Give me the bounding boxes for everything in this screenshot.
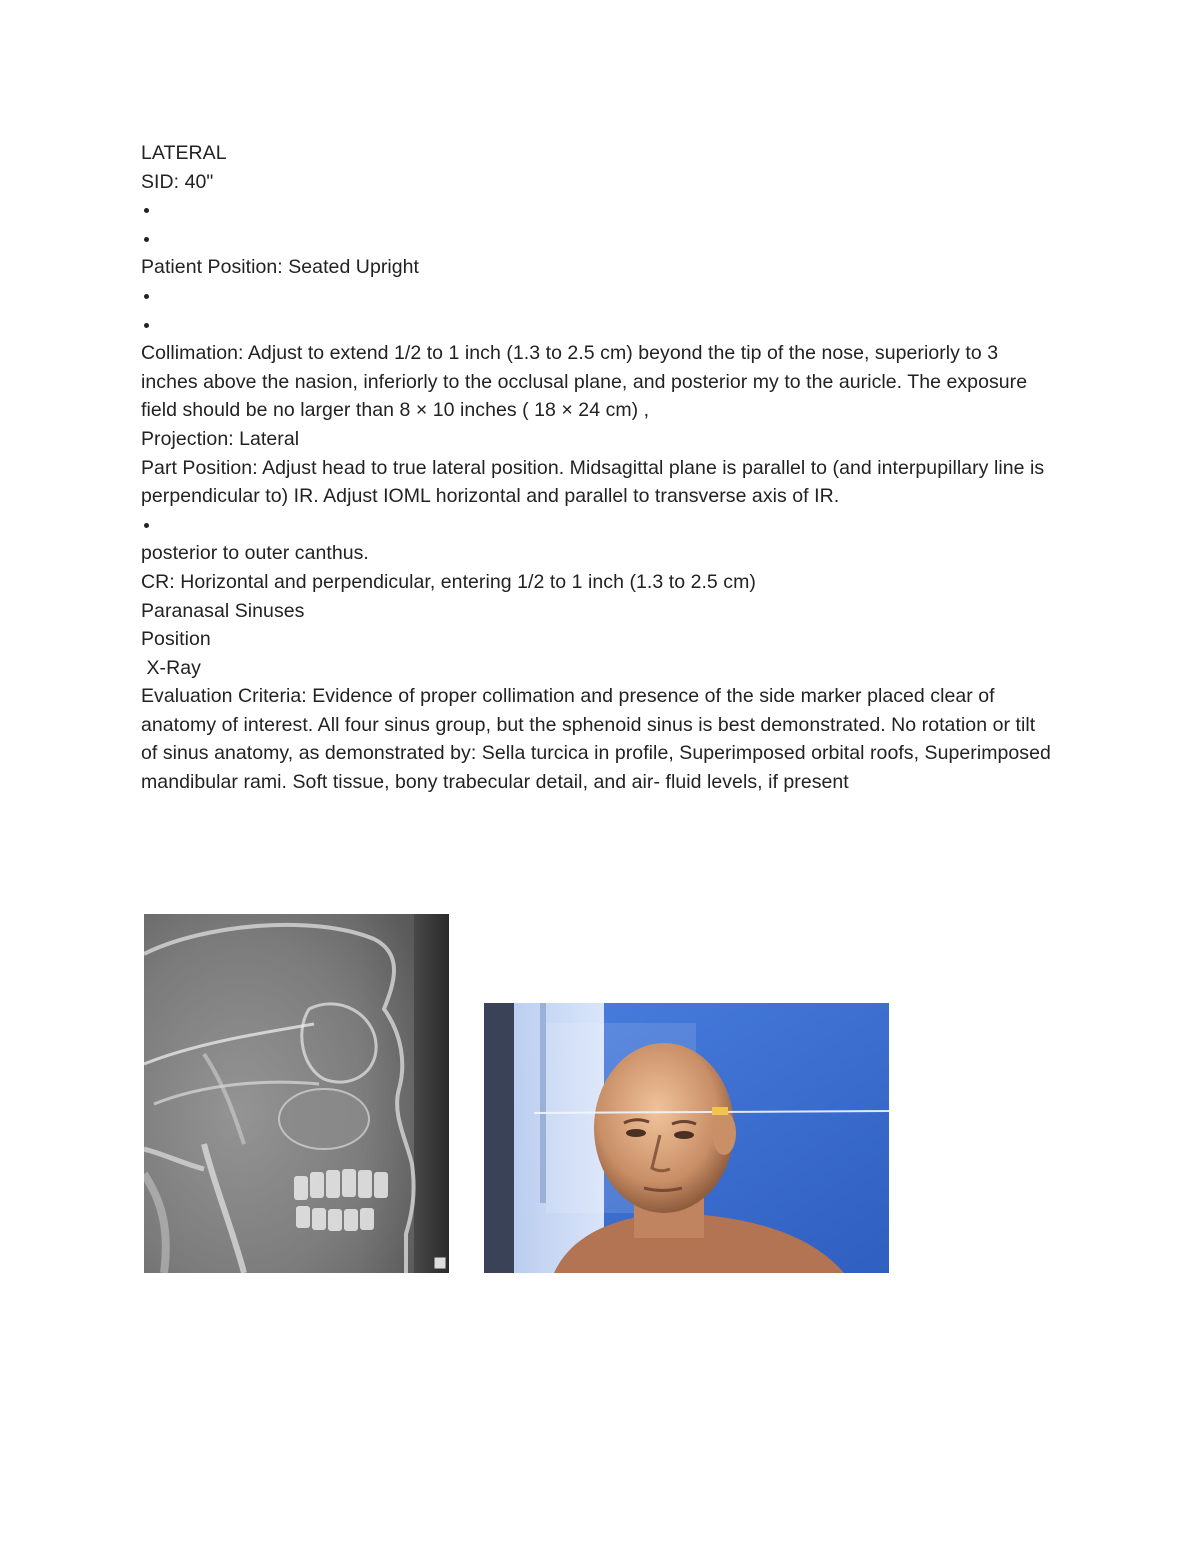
collimation-paragraph: Collimation: Adjust to extend 1/2 to 1 inch (1.3 to 2.5 cm) beyond the tip of the nose, superiorly to 3 inches above the nasion, inferiorly to the occlusal plane, and posterior my to the auricle. The exposure field should be no larger than 8 × 10 inches ( 18 × 24 cm) , [141, 342, 1028, 422]
cr-line: CR: Horizontal and perpendicular, entering 1/2 to 1 inch (1.3 to 2.5 cm) [141, 570, 756, 593]
heading-lateral: LATERAL [141, 142, 227, 164]
lateral-skull-xray-image [144, 914, 449, 1273]
xray-line: X-Ray [141, 656, 201, 679]
patient-position-line: Patient Position: Seated Upright [141, 256, 420, 279]
evaluation-criteria-paragraph: Evaluation Criteria: Evidence of proper collimation and presence of the side marker placed clear of anatomy of interest. All four sinus group, but the sphenoid sinus is best demonstrated. No rotation or tilt of sinus anatomy, as demonstrated by: Sella turcica in profile, Superimposed orbital roofs, Superimposed mandibular rami. Soft tissue, bony trabecular detail, and air- fluid levels, if present [141, 685, 1051, 794]
bullet-icon [141, 196, 1056, 225]
outer-canthus-line: posterior to outer canthus. [141, 542, 369, 565]
paranasal-sinuses-line: Paranasal Sinuses [141, 599, 305, 622]
part-position-paragraph: Part Position: Adjust head to true lateral position. Midsagittal plane is parallel to (and interpupillary line is perpendicular to) IR. Adjust IOML horizontal and parallel to transverse axis of IR. [141, 456, 1045, 508]
document-body [141, 139, 1056, 797]
position-line: Position [141, 628, 211, 651]
sid-line: SID: 40" [141, 170, 214, 193]
projection-line: Projection: Lateral [141, 427, 300, 450]
bullet-icon [141, 511, 1056, 540]
bullet-icon [141, 282, 1056, 311]
bullet-icon [141, 311, 1056, 340]
bullet-icon [141, 225, 1056, 254]
patient-positioning-photo [484, 1003, 889, 1273]
